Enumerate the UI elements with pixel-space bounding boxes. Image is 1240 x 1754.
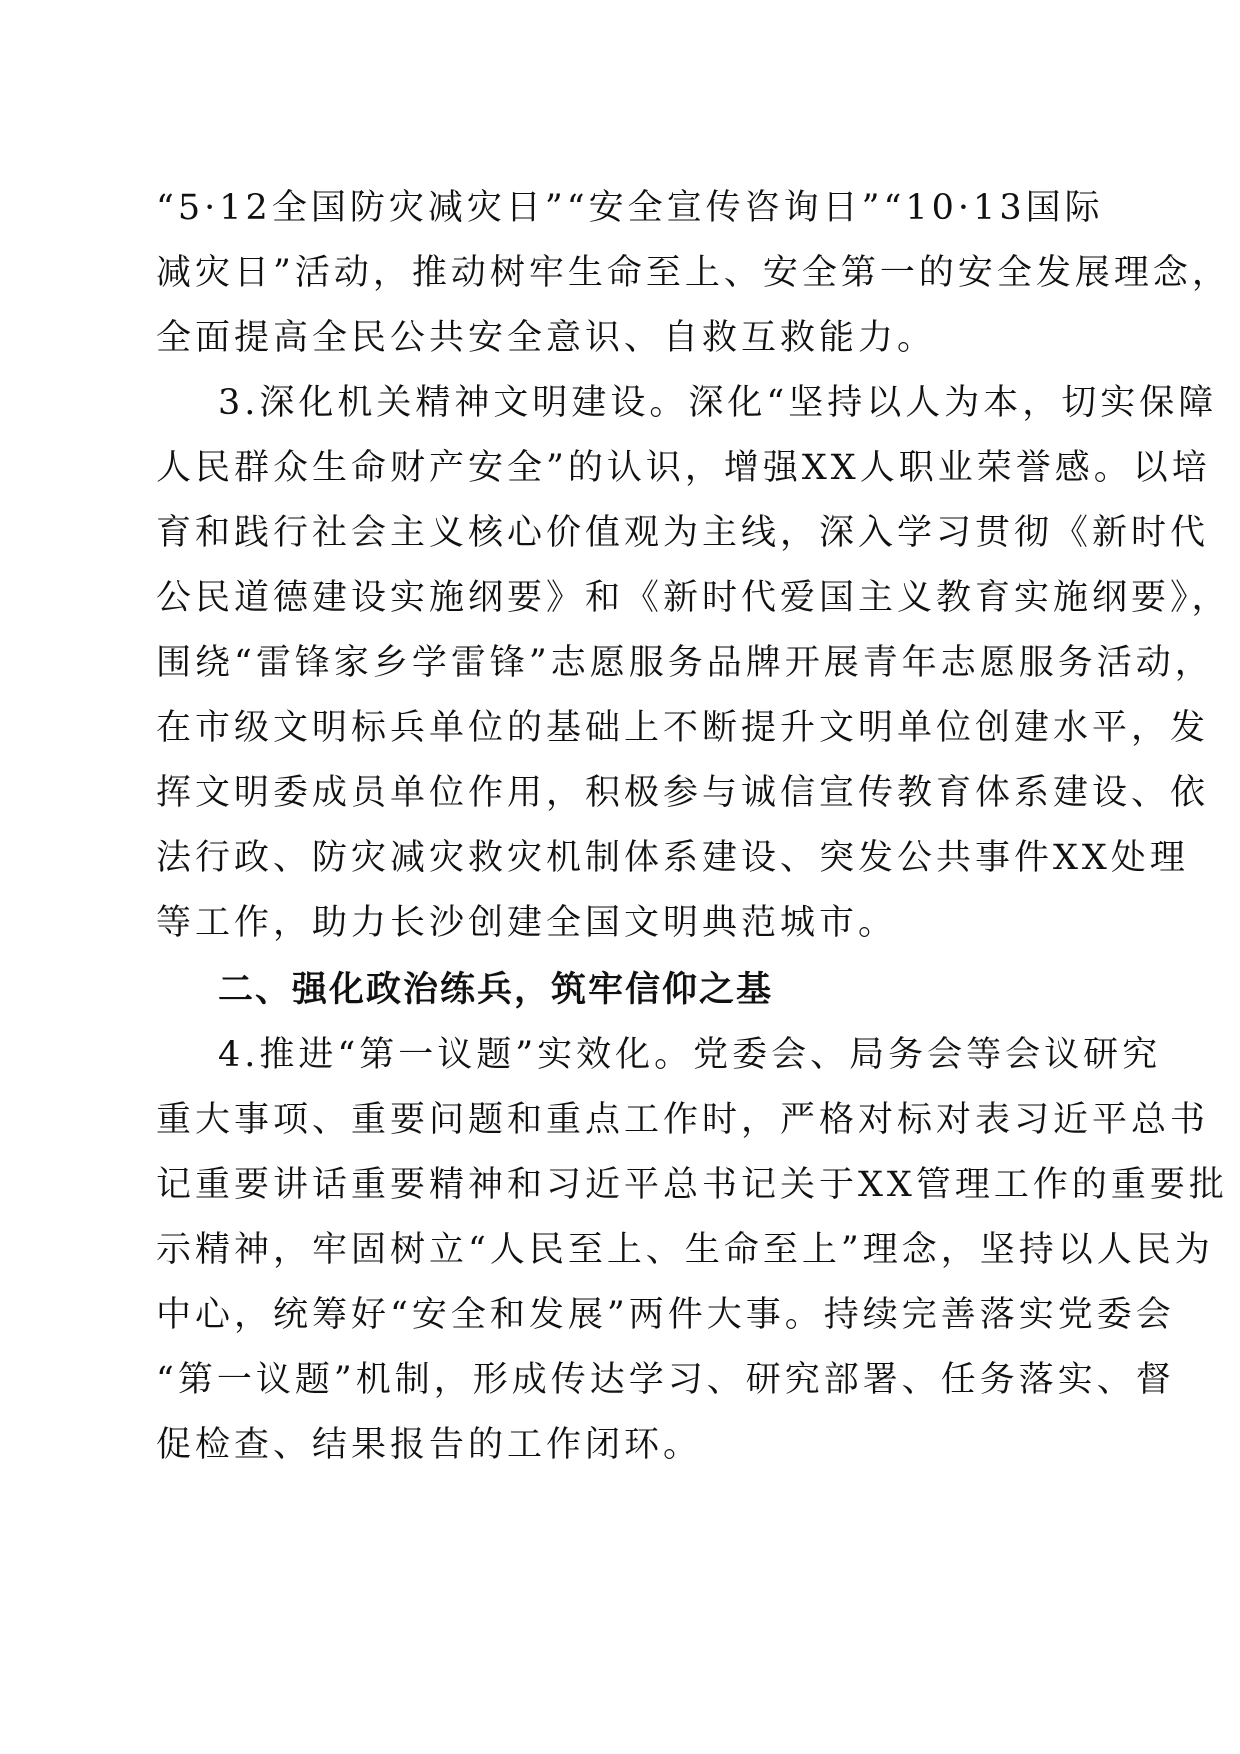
paragraph-first-agenda: [156, 1023, 1228, 1478]
text-line: “第一议题”机制，形成传达学习、研究部署、任务落实、督: [156, 1360, 1175, 1400]
text-line: 4.推进“第一议题”实效化。党委会、局务会等会议研究: [218, 1035, 1162, 1075]
paragraph-spiritual-civilization: [156, 371, 1231, 956]
section-heading-wrapper: [156, 958, 1096, 1023]
text-line: “5·12全国防灾减灾日”“安全宣传咨询日”“10·13国际: [156, 188, 1104, 228]
text-line: 促检查、结果报告的工作闭环。: [156, 1425, 703, 1465]
text-line: 3.深化机关精神文明建设。深化“坚持以人为本，切实保障: [218, 383, 1218, 423]
text-line: 公民道德建设实施纲要》和《新时代爱国主义教育实施纲要》，: [156, 578, 1231, 618]
text-line: 育和践行社会主义核心价值观为主线，深入学习贯彻《新时代: [156, 513, 1210, 553]
text-line: 在市级文明标兵单位的基础上不断提升文明单位创建水平，发: [156, 708, 1210, 748]
text-line: 等工作，助力长沙创建全国文明典范城市。: [156, 903, 898, 943]
text-line: 中心，统筹好“安全和发展”两件大事。持续完善落实党委会: [156, 1295, 1175, 1335]
text-line: 围绕“雷锋家乡学雷锋”志愿服务品牌开展青年志愿服务活动，: [156, 643, 1214, 683]
text-line: 示精神，牢固树立“人民至上、生命至上”理念，坚持以人民为: [156, 1230, 1214, 1270]
document-body: [156, 176, 1231, 1478]
paragraph-disaster-reduction-days: [156, 176, 1231, 371]
section-heading: 二、强化政治练兵，筑牢信仰之基: [218, 970, 774, 1010]
text-line: 减灾日”活动，推动树牢生命至上、安全第一的安全发展理念，: [156, 253, 1231, 293]
text-line: 挥文明委成员单位作用，积极参与诚信宣传教育体系建设、依: [156, 773, 1210, 813]
text-line: 重大事项、重要问题和重点工作时，严格对标对表习近平总书: [156, 1100, 1210, 1140]
text-line: 记重要讲话重要精神和习近平总书记关于XX管理工作的重要批: [156, 1165, 1228, 1205]
text-line: 人民群众生命财产安全”的认识，增强XX人职业荣誉感。以培: [156, 448, 1211, 488]
text-line: 法行政、防灾减灾救灾机制体系建设、突发公共事件XX处理: [156, 838, 1189, 878]
text-line: 全面提高全民公共安全意识、自救互救能力。: [156, 318, 937, 358]
